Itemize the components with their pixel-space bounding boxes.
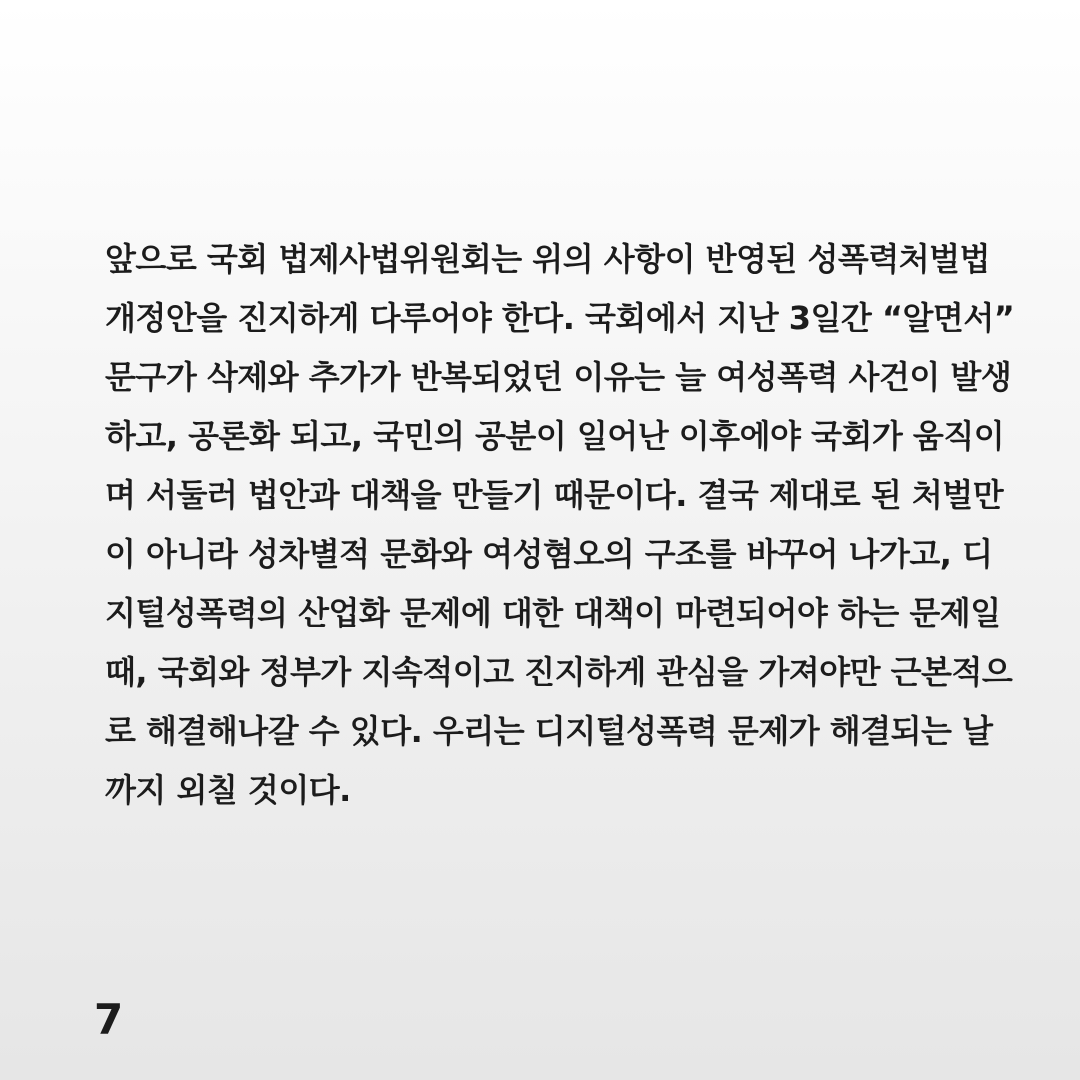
text-line: 하고, 공론화 되고, 국민의 공분이 일어난 이후에야 국회가 움직이 [105, 417, 1005, 455]
text-line: 앞으로 국회 법제사법위원회는 위의 사항이 반영된 성폭력처벌법 [105, 240, 990, 278]
text-line: 지털성폭력의 산업화 문제에 대한 대책이 마련되어야 하는 문제일 [105, 594, 1001, 632]
text-line: 까지 외칠 것이다. [105, 771, 351, 809]
text-line: 로 해결해나갈 수 있다. 우리는 디지털성폭력 문제가 해결되는 날 [105, 712, 993, 750]
text-line: 개정안을 진지하게 다루어야 한다. 국회에서 지난 3일간 “알면서” [105, 299, 1015, 337]
text-line: 문구가 삭제와 추가가 반복되었던 이유는 늘 여성폭력 사건이 발생 [105, 358, 1012, 396]
text-line: 때, 국회와 정부가 지속적이고 진지하게 관심을 가져야만 근본적으 [105, 653, 1013, 691]
page-number: 7 [94, 995, 124, 1044]
text-line: 이 아니라 성차별적 문화와 여성혐오의 구조를 바꾸어 나가고, 디 [105, 535, 993, 573]
body-text [105, 230, 1015, 820]
text-line: 며 서둘러 법안과 대책을 만들기 때문이다. 결국 제대로 된 처벌만 [105, 476, 1004, 514]
